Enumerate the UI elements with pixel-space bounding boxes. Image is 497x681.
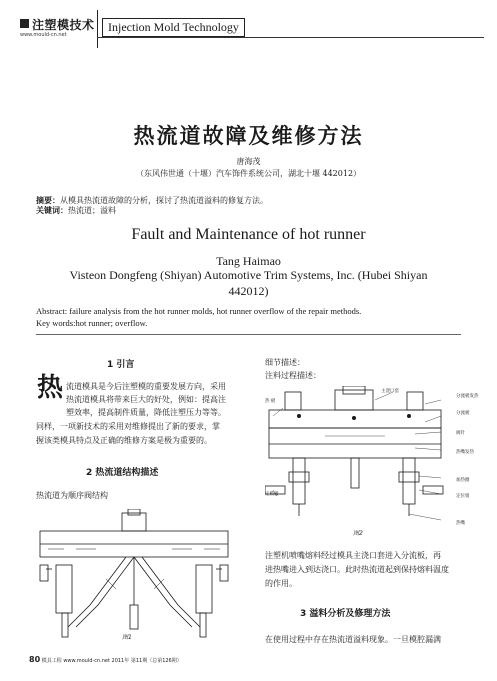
section-3-line-1: 在使用过程中存在热流道溢料现象。一旦模腔漏满 <box>265 635 441 644</box>
affiliation-en-line-1: Visteon Dongfeng (Shiyan) Automotive Trim Systems, Inc. (Hubei Shiyan <box>69 268 428 282</box>
figure-2-label-hot-nozzle-heater: 热嘴发热 <box>456 450 474 455</box>
injection-description-line-1: 注塑机喷嘴熔料经过模具主浇口套进入分流板，再 <box>265 551 441 560</box>
article-title-cn: 热流道故障及维修方法 <box>133 124 364 148</box>
abstract-en-text: failure analysis from the hot runner molds, hot runner overflow of the repair methods. <box>67 306 362 316</box>
header-divider <box>97 10 98 48</box>
footer-url: www.mould-cn.net <box>63 658 110 664</box>
figure-2-label-locating-ring: 定位销 <box>456 494 470 499</box>
figure-2-label-cylinder: 阀针 <box>456 431 465 436</box>
abstract-en <box>36 306 361 316</box>
figure-2-label-clamp-plate: 定模板 <box>265 492 279 497</box>
figure-1-drawing <box>36 509 232 643</box>
keywords-en-label: Key words: <box>36 318 76 328</box>
injection-process-label: 注料过程描述： <box>265 371 321 380</box>
section-2-intro: 热流道为顺序阀结构 <box>36 491 108 500</box>
injection-description-line-3: 的作用。 <box>265 579 297 588</box>
section-1-line-1: 流道模具是今后注塑模的重要发展方向，采用 <box>66 382 226 391</box>
keywords-en-text: hot runner; overflow. <box>75 318 148 328</box>
article-title-en: Fault and Maintenance of hot runner <box>131 226 366 243</box>
header-rule <box>97 37 484 38</box>
journal-logo-icon <box>20 19 29 28</box>
page-number: 80 <box>29 655 41 664</box>
figure-2-label-hot-nozzle: 热嘴 <box>456 521 465 526</box>
figure-2-label-hot-plate: 热 板 <box>265 399 276 404</box>
affiliation-cn: （东风伟世通（十堰）汽车饰件系统公司，湖北十堰 442012） <box>135 169 362 178</box>
section-1-line-3: 塑效率，提高制件质量，降低注塑压力等等。 <box>66 408 226 417</box>
author-cn: 唐海茂 <box>236 157 261 166</box>
keywords-cn-text: 热流道；溢料 <box>68 206 116 215</box>
section-1-line-5: 握该类模具特点及正确的维修方案是极为重要的。 <box>36 436 212 445</box>
figure-2-label-main-sprue: 主浇口套 <box>381 389 399 394</box>
footer-issue: 2011年 第11期（总第126期） <box>111 658 182 664</box>
section-1-line-4: 同样，一项新技术的采用对维修提出了新的要求，掌 <box>36 422 220 431</box>
journal-brand-cn: 注塑模技术 <box>32 18 95 32</box>
abstract-cn-label: 摘要： <box>36 195 60 205</box>
abstract-divider <box>36 334 461 335</box>
abstract-cn-text: 从模具热流道故障的分析，探讨了热流道溢料的修复方法。 <box>60 196 268 205</box>
section-label: Injection Mold Technology <box>102 18 245 37</box>
journal-url: www.mould-cn.net <box>20 32 67 38</box>
detail-description-label: 细节描述： <box>265 358 305 367</box>
abstract-en-label: Abstract: <box>36 306 68 316</box>
figure-2-caption: 图2 <box>353 530 363 537</box>
keywords-en <box>36 318 147 328</box>
keywords-cn-label: 关键词： <box>36 205 68 215</box>
page-header <box>14 10 484 48</box>
page-footer <box>29 655 182 664</box>
author-en: Tang Haimao <box>216 254 281 268</box>
figure-2-label-manifold: 分流板 <box>456 411 470 416</box>
figure-2-label-manifold-heater: 分流板发热 <box>456 394 479 399</box>
figure-2-drawing <box>265 386 463 537</box>
injection-description-line-2: 进热嘴进入到达浇口。此时热流道起到保持熔料温度 <box>265 565 449 574</box>
section-1-line-2: 热流道模具将带来巨大的好处，例如：提高注 <box>66 395 226 404</box>
footer-journal-cn: 模具工程 <box>41 658 62 664</box>
keywords-cn <box>36 205 116 216</box>
section-2-heading: 2 热流道结构描述 <box>86 468 159 478</box>
figure-1-caption: 图1 <box>122 634 132 641</box>
figure-2-label-heating-ring: 加热圈 <box>456 478 470 483</box>
affiliation-en-line-2: 442012) <box>228 284 269 298</box>
section-1-heading: 1 引言 <box>107 360 135 370</box>
section-3-heading: 3 溢料分析及修理方法 <box>300 609 391 619</box>
drop-cap: 热 <box>37 373 64 403</box>
